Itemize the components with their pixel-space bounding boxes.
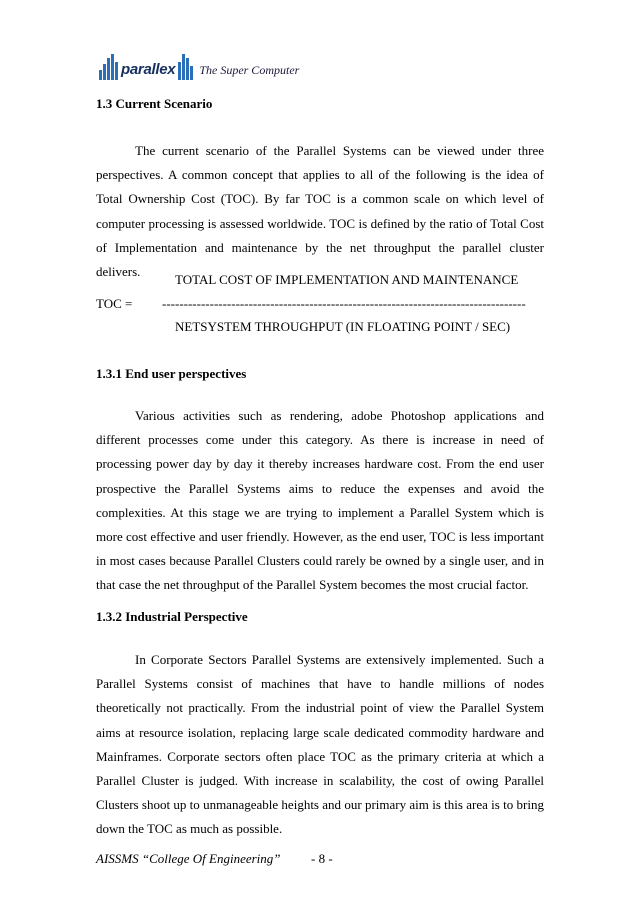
section-heading-end-user: 1.3.1 End user perspectives <box>96 366 247 381</box>
section-heading-current-scenario: 1.3 Current Scenario <box>96 96 213 111</box>
parallex-logo <box>99 54 193 80</box>
footer-institution: AISSMS “College Of Engineering” <box>96 851 281 866</box>
paragraph-current-scenario: The current scenario of the Parallel Systems can be viewed under three perspectives. A common concept that applies to all of the following is the idea of Total Ownership Cost (TOC). By far TOC is a common scale on which level of computer processing is assessed worldwide. TOC is defined by the ratio of Total Cost of Implementation and maintenance by the net throughput the parallel cluster delivers. <box>96 143 544 280</box>
formula-divider: ------------------------------------------------------------------------------------ <box>162 296 526 311</box>
formula-numerator: TOTAL COST OF IMPLEMENTATION AND MAINTENANCE <box>175 272 519 287</box>
paragraph-end-user: Various activities such as rendering, adobe Photoshop applications and different processes come under this category. As there is increase in need of processing power day by day it thereby increases hardware cost. From the end user prospective the Parallel Systems aims to reduce the expenses and avoid the complexities. At this stage we are trying to implement a Parallel System which is more cost effective and user friendly. However, as the end user, TOC is less important in most cases because Parallel Clusters could rarely be owned by a single user, and in that case the net throughput of the Parallel System becomes the most crucial factor. <box>96 408 544 593</box>
page-header <box>99 40 299 80</box>
logo-bars-left-icon <box>99 54 118 80</box>
page-number: - 8 - <box>311 851 333 866</box>
section-heading-industrial: 1.3.2 Industrial Perspective <box>96 609 248 624</box>
formula-denominator: NETSYSTEM THROUGHPUT (IN FLOATING POINT / SEC) <box>175 319 511 334</box>
logo-bars-right-icon <box>178 54 193 80</box>
header-tagline: The Super Computer <box>199 63 300 77</box>
formula-label: TOC = <box>96 296 133 311</box>
paragraph-industrial: In Corporate Sectors Parallel Systems are extensively implemented. Such a Parallel Systems consist of machines that have to handle millions of nodes theoretically not practically. From the industrial point of view the Parallel System aims at resource isolation, replacing large scale dedicated commodity hardware and Mainframes. Corporate sectors often place TOC as the primary criteria at which a Parallel Cluster is judged. With increase in scalability, the cost of owing Parallel Clusters shoot up to unmanageable heights and our primary aim is this area is to bring down the TOC as much as possible. <box>96 652 544 837</box>
logo-wordmark: parallex <box>121 61 176 78</box>
